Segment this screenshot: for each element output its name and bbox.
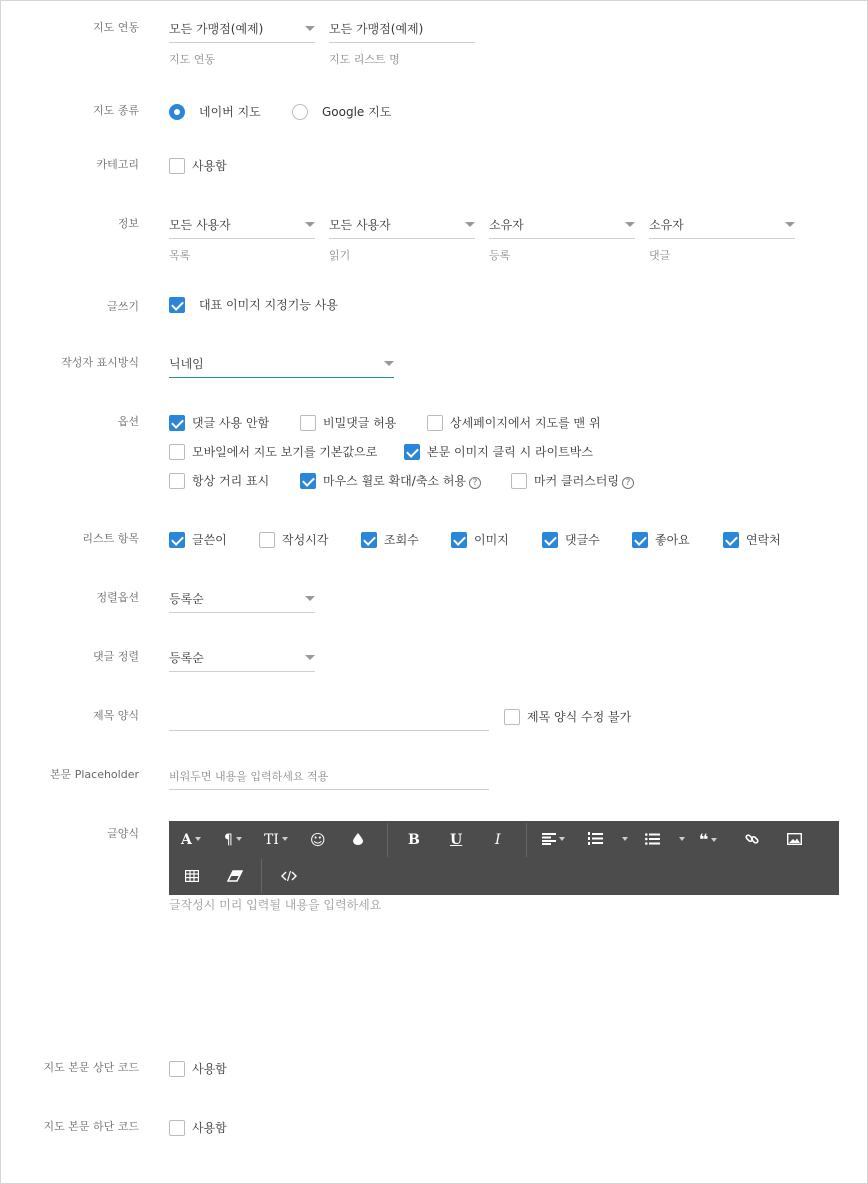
map-type-label: 지도 종류 [92, 104, 139, 117]
list-item-checkbox-time[interactable] [259, 532, 275, 548]
comment-sort-label: 댓글 정렬 [92, 650, 139, 663]
toolbar-divider [261, 859, 262, 893]
bullet-list-button[interactable] [645, 827, 660, 853]
eraser-icon [227, 870, 243, 882]
info-list-select[interactable] [169, 211, 315, 239]
body-placeholder-input[interactable] [169, 762, 489, 790]
ordered-list-dropdown[interactable] [619, 827, 628, 853]
option-label-secret-comment: 비밀댓글 허용 [323, 416, 397, 430]
link-button[interactable] [745, 827, 759, 853]
chevron-down-icon [305, 26, 315, 31]
title-lock-label: 제목 양식 수정 불가 [527, 710, 632, 724]
map-list-name-select[interactable] [329, 15, 475, 43]
option-text-mouse-wheel: 마우스 휠로 확대/축소 허용 [323, 474, 466, 488]
list-item-label-author: 글쓴이 [192, 533, 227, 547]
chevron-down-icon [622, 837, 628, 841]
info-read-value: 모든 사용자 [329, 218, 391, 232]
editor-toolbar [169, 821, 839, 895]
table-icon [185, 870, 199, 882]
comment-sort-value: 등록순 [169, 651, 204, 665]
info-comment-select[interactable] [649, 211, 795, 239]
italic-icon: I [495, 832, 501, 848]
ordered-list-button[interactable] [588, 827, 603, 853]
chevron-down-icon [305, 222, 315, 227]
toolbar-divider [526, 823, 527, 857]
post-format-label: 글양식 [107, 827, 139, 840]
paragraph-button[interactable] [224, 827, 242, 853]
ordered-list-icon [588, 832, 603, 845]
link-icon [745, 832, 759, 846]
image-icon [787, 833, 802, 845]
option-checkbox-secret-comment[interactable] [300, 415, 316, 431]
list-item-checkbox-image[interactable] [451, 532, 467, 548]
help-icon[interactable]: ? [622, 477, 634, 489]
sort-option-select[interactable] [169, 585, 315, 613]
option-label-distance: 항상 거리 표시 [192, 474, 270, 488]
chevron-down-icon [236, 837, 242, 841]
text-size-icon: TI [264, 832, 279, 848]
chevron-down-icon [282, 837, 288, 841]
chevron-down-icon [559, 837, 565, 841]
info-read-caption: 읽기 [329, 249, 351, 262]
list-item-label-contact: 연락처 [746, 533, 781, 547]
body-placeholder-text: 비워두면 내용을 입력하세요 적용 [169, 770, 329, 783]
underline-icon: U [450, 832, 463, 848]
info-label: 정보 [117, 217, 139, 230]
info-register-select[interactable] [489, 211, 635, 239]
info-comment-value: 소유자 [649, 218, 684, 232]
table-button[interactable] [185, 864, 199, 890]
chevron-down-icon [625, 222, 635, 227]
font-button[interactable] [181, 827, 201, 853]
info-register-caption: 등록 [489, 249, 511, 262]
writing-option: 대표 이미지 지정기능 사용 [199, 298, 338, 312]
info-list-caption: 목록 [169, 249, 191, 262]
quote-icon: ❝ [699, 830, 709, 849]
comment-sort-select[interactable] [169, 644, 315, 672]
editor-content-area[interactable]: 글작성시 미리 입력될 내용을 입력하세요 [169, 898, 382, 912]
option-checkbox-no-comment[interactable] [169, 415, 185, 431]
title-lock-checkbox[interactable] [504, 709, 520, 725]
chevron-down-icon [711, 838, 717, 842]
eraser-button[interactable] [227, 864, 243, 890]
option-text-marker-cluster: 마커 클러스터링 [534, 474, 619, 488]
bullet-list-dropdown[interactable] [676, 827, 685, 853]
map-bottom-code-option: 사용함 [192, 1121, 227, 1135]
map-link-value: 모든 가맹점(예제) [169, 22, 264, 36]
list-item-checkbox-contact[interactable] [723, 532, 739, 548]
font-icon: A [181, 832, 192, 848]
option-checkbox-marker-cluster[interactable] [511, 473, 527, 489]
list-items-label: 리스트 항목 [82, 532, 139, 545]
info-register-value: 소유자 [489, 218, 524, 232]
chevron-down-icon [305, 655, 315, 660]
option-label-mobile-map: 모바일에서 지도 보기를 기본값으로 [192, 445, 378, 459]
list-item-label-time: 작성시각 [282, 533, 329, 547]
map-top-code-label: 지도 본문 상단 코드 [43, 1061, 139, 1074]
chevron-down-icon [785, 222, 795, 227]
paragraph-icon: ¶ [224, 832, 233, 848]
chevron-down-icon [195, 837, 201, 841]
map-top-code-checkbox[interactable] [169, 1061, 185, 1077]
category-label: 카테고리 [96, 158, 139, 171]
option-label-no-comment: 댓글 사용 안함 [192, 416, 270, 430]
emoji-button[interactable] [310, 827, 326, 853]
underline-button[interactable] [450, 827, 462, 853]
map-bottom-code-checkbox[interactable] [169, 1120, 185, 1136]
map-link-label: 지도 연동 [92, 21, 139, 34]
bold-button[interactable] [408, 827, 420, 853]
option-label-map-top: 상세페이지에서 지도를 맨 위 [450, 416, 601, 430]
map-bottom-code-label: 지도 본문 하단 코드 [43, 1120, 139, 1133]
list-item-label-views: 조회수 [384, 533, 419, 547]
info-read-select[interactable] [329, 211, 475, 239]
chevron-down-icon [305, 596, 315, 601]
info-list-value: 모든 사용자 [169, 218, 231, 232]
map-top-code-option: 사용함 [192, 1062, 227, 1076]
category-option: 사용함 [192, 159, 227, 173]
map-type-naver-label: 네이버 지도 [199, 105, 261, 119]
map-list-name-caption: 지도 리스트 명 [329, 53, 400, 66]
chevron-down-icon [679, 837, 685, 841]
list-item-label-image: 이미지 [474, 533, 509, 547]
quote-button[interactable] [699, 827, 717, 853]
drop-icon [353, 833, 363, 845]
author-display-label: 작성자 표시방식 [61, 356, 139, 369]
option-checkbox-mouse-wheel[interactable] [300, 473, 316, 489]
category-checkbox[interactable] [169, 158, 185, 174]
list-item-checkbox-views[interactable] [361, 532, 377, 548]
italic-button[interactable] [495, 827, 501, 853]
list-item-label-comments: 댓글수 [565, 533, 600, 547]
list-item-checkbox-likes[interactable] [632, 532, 648, 548]
writing-label: 글쓰기 [107, 300, 139, 313]
options-label: 옵션 [117, 415, 139, 428]
info-comment-caption: 댓글 [649, 249, 671, 262]
author-display-value: 닉네임 [169, 357, 204, 371]
list-item-checkbox-author[interactable] [169, 532, 185, 548]
code-view-button[interactable] [281, 864, 297, 890]
body-placeholder-label: 본문 Placeholder [49, 768, 139, 781]
help-icon[interactable]: ? [469, 477, 481, 489]
option-checkbox-distance[interactable] [169, 473, 185, 489]
color-button[interactable] [353, 827, 363, 853]
map-type-google-label: Google 지도 [322, 105, 392, 119]
chevron-down-icon [384, 361, 394, 366]
toolbar-divider [387, 823, 388, 857]
option-checkbox-mobile-map[interactable] [169, 444, 185, 460]
align-left-icon [542, 833, 556, 845]
emoji-icon: ☺ [310, 831, 326, 849]
map-link-caption: 지도 연동 [169, 53, 216, 66]
option-label-marker-cluster [534, 473, 634, 489]
code-icon [281, 870, 297, 882]
bold-icon: B [408, 832, 420, 848]
text-size-button[interactable] [264, 827, 288, 853]
option-checkbox-map-top[interactable] [427, 415, 443, 431]
title-format-label: 제목 양식 [92, 709, 139, 722]
map-link-select[interactable] [169, 15, 315, 43]
chevron-down-icon [465, 222, 475, 227]
map-type-radio-google[interactable] [292, 104, 308, 120]
option-checkbox-lightbox[interactable] [404, 444, 420, 460]
sort-option-value: 등록순 [169, 592, 204, 606]
option-label-mouse-wheel [323, 473, 481, 489]
option-label-lightbox: 본문 이미지 클릭 시 라이트박스 [427, 445, 593, 459]
align-button[interactable] [542, 827, 565, 853]
map-type-radio-naver[interactable] [169, 104, 185, 120]
author-display-select[interactable] [169, 350, 394, 378]
list-item-label-likes: 좋아요 [655, 533, 690, 547]
image-button[interactable] [787, 827, 802, 853]
writing-checkbox[interactable] [169, 297, 185, 313]
map-list-name-value: 모든 가맹점(예제) [329, 22, 424, 36]
bullet-list-icon [645, 833, 660, 845]
title-format-input[interactable] [169, 703, 489, 731]
sort-option-label: 정렬옵션 [96, 591, 139, 604]
list-item-checkbox-comments[interactable] [542, 532, 558, 548]
